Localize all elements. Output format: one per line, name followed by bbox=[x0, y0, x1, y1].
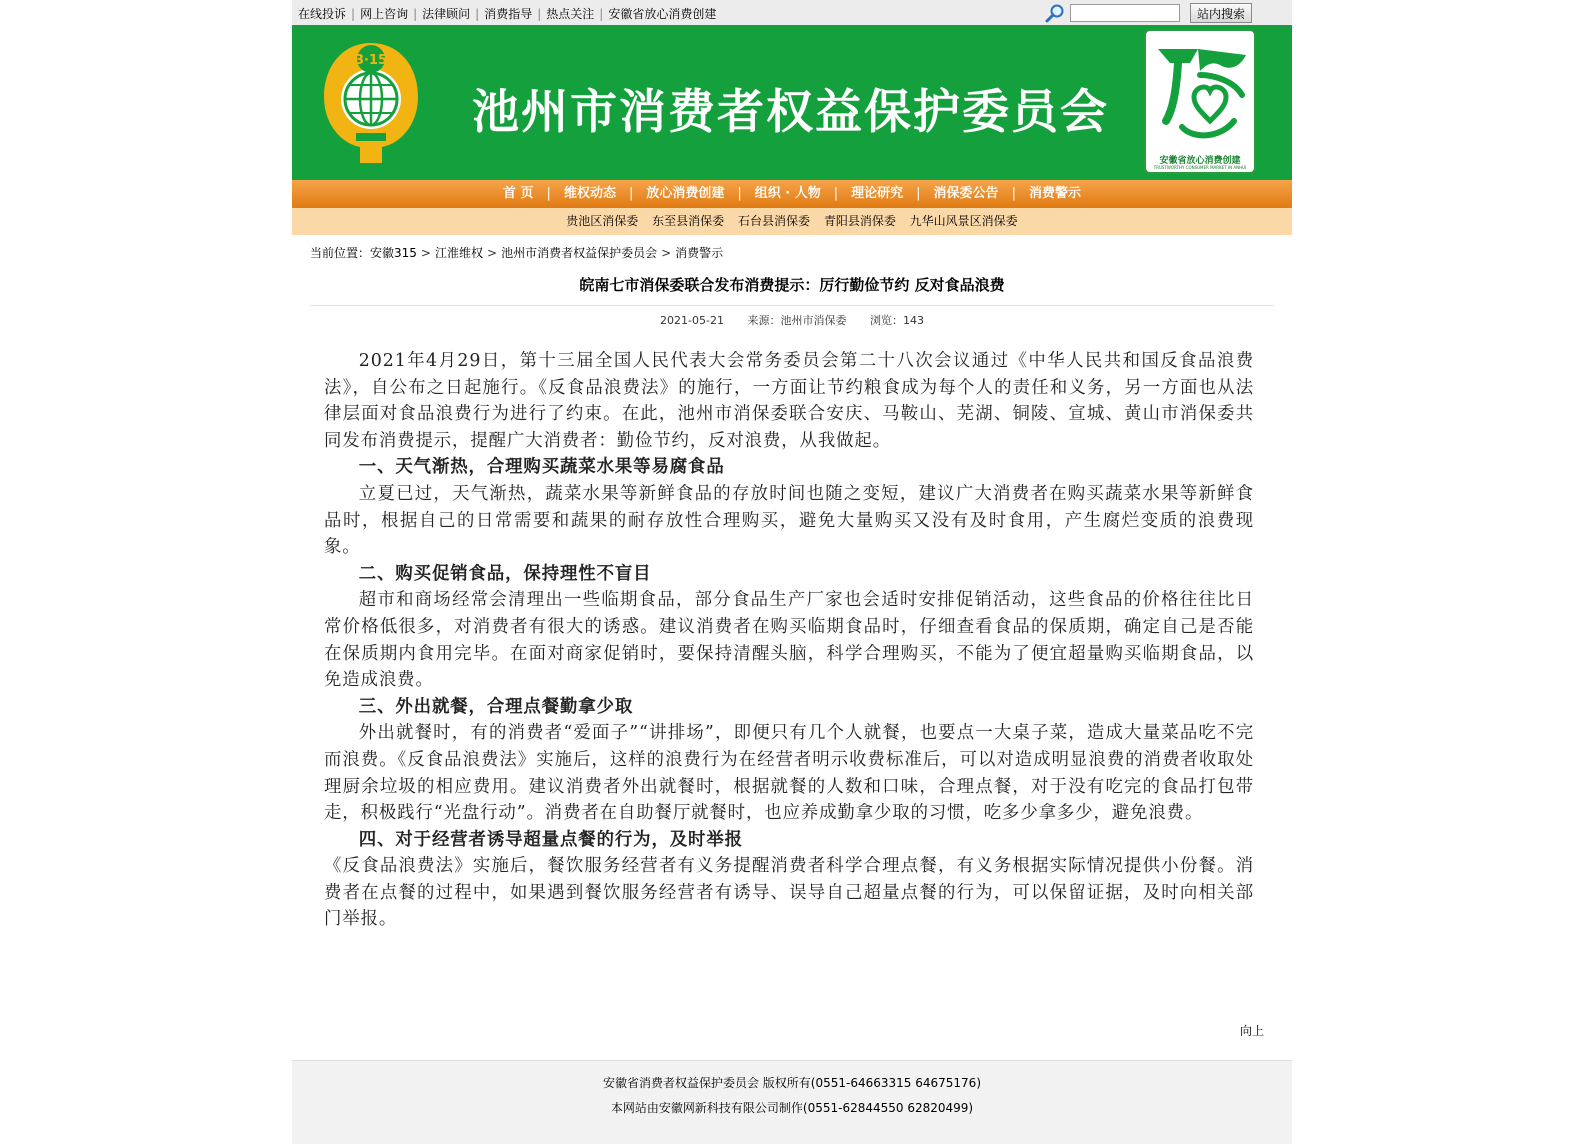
site-title: 池州市消费者权益保护委员会 bbox=[472, 85, 1109, 140]
article-heading: 二、购买促销食品，保持理性不盲目 bbox=[358, 563, 652, 584]
breadcrumb-item[interactable]: 安徽315 bbox=[370, 246, 417, 260]
divider: | bbox=[351, 7, 356, 21]
breadcrumb-item[interactable]: 池州市消费者权益保护委员会 bbox=[501, 246, 658, 260]
sub-nav bbox=[292, 208, 1292, 235]
divider: | bbox=[537, 7, 542, 21]
footer bbox=[292, 1060, 1292, 1144]
divider: | bbox=[628, 186, 634, 201]
breadcrumb bbox=[310, 244, 723, 261]
subnav-item-dongzhi[interactable]: 东至县消保委 bbox=[652, 214, 725, 228]
divider: | bbox=[916, 186, 921, 201]
article-paragraph: 2021年4月29日，第十三届全国人民代表大会常务委员会第二十八次会议通过《中华人民共和国反食品浪费法》，自公布之日起施行。《反食品浪费法》的施行，一方面让节约粮食成为每个人的责任和义务，另一方面也从法律层面对食品浪费行为进行了约束。在此，池州市消保委联合安庆、马鞍山、芜湖、铜陵、宣城、黄山市消保委共同发布消费提示，提醒广大消费者：勤俭节约，反对浪费，从我做起。 bbox=[324, 351, 1254, 451]
breadcrumb-item[interactable]: 消费警示 bbox=[675, 246, 724, 260]
subnav-item-jiuhuashan[interactable]: 九华山风景区消保委 bbox=[909, 214, 1018, 228]
trust-badge-icon bbox=[1150, 35, 1250, 150]
article-views: 浏览：143 bbox=[869, 314, 924, 327]
nav-item-home[interactable]: 首 页 bbox=[503, 186, 534, 201]
article-paragraph: 外出就餐时，有的消费者“爱面子”“讲排场”，即便只有几个人就餐，也要点一大桌子菜，造成大量菜品吃不完而浪费。《反食品浪费法》实施后，这样的浪费行为在经营者明示收费标准后，可以对造成明显浪费的消费者收取处理厨余垃圾的相应费用。建议消费者外出就餐时，根据就餐的人数和口味，合理点餐，对于没有吃完的食品打包带走，积极践行“光盘行动”。消费者在自助餐厅就餐时，也应养成勤拿少取的习惯，吃多少拿多少，避免浪费。 bbox=[324, 723, 1254, 824]
logo-text: 3·15 bbox=[354, 53, 388, 68]
trust-consumption-badge[interactable] bbox=[1144, 29, 1256, 174]
nav-item-trust-consumption[interactable]: 放心消费创建 bbox=[646, 186, 725, 201]
article-title: 皖南七市消保委联合发布消费提示：厉行勤俭节约 反对食品浪费 bbox=[579, 276, 1005, 294]
chevron-right-icon: > bbox=[661, 246, 672, 260]
divider bbox=[310, 305, 1274, 306]
cca-315-logo[interactable] bbox=[320, 37, 422, 165]
top-utility-bar bbox=[292, 0, 1292, 25]
nav-item-organization[interactable]: 组织 · 人物 bbox=[754, 186, 821, 201]
divider: | bbox=[599, 7, 604, 21]
article-heading: 三、外出就餐，合理点餐勤拿少取 bbox=[358, 696, 634, 717]
divider: | bbox=[737, 186, 742, 201]
main-nav bbox=[292, 180, 1292, 208]
badge-sublabel: TRUSTWORTHY CONSUMER MARKET IN ANHUI bbox=[1153, 165, 1247, 170]
divider: | bbox=[1011, 186, 1016, 201]
article-paragraph: 立夏已过，天气渐热，蔬菜水果等新鲜食品的存放时间也随之变短，建议广大消费者在购买蔬菜水果等新鲜食品时，根据自己的日常需要和蔬果的耐存放性合理购买，避免大量购买又没有及时食用，产生腐烂变质的浪费现象。 bbox=[324, 483, 1254, 558]
subnav-item-guichi[interactable]: 贵池区消保委 bbox=[566, 214, 639, 228]
top-link-hot[interactable]: 热点关注 bbox=[546, 7, 595, 21]
divider: | bbox=[413, 7, 418, 21]
top-link-consult[interactable]: 网上咨询 bbox=[360, 7, 409, 21]
subnav-item-shitai[interactable]: 石台县消保委 bbox=[737, 214, 810, 228]
badge-label: 安徽省放心消费创建 bbox=[1159, 156, 1241, 166]
subnav-item-qingyang[interactable]: 青阳县消保委 bbox=[823, 214, 896, 228]
article-date: 2021-05-21 bbox=[660, 314, 724, 327]
top-links bbox=[298, 5, 716, 22]
nav-item-research[interactable]: 理论研究 bbox=[851, 186, 904, 201]
article-meta bbox=[292, 312, 1292, 328]
article-heading: 一、天气渐热，合理购买蔬菜水果等易腐食品 bbox=[358, 457, 725, 478]
nav-item-rights-news[interactable]: 维权动态 bbox=[563, 186, 616, 201]
nav-item-warnings[interactable]: 消费警示 bbox=[1028, 186, 1081, 201]
search-button[interactable]: 站内搜索 bbox=[1190, 3, 1252, 23]
top-link-complaint[interactable]: 在线投诉 bbox=[298, 7, 347, 21]
divider: | bbox=[546, 186, 551, 201]
footer-copyright: 安徽省消费者权益保护委员会 版权所有(0551-64663315 64675176) bbox=[602, 1076, 982, 1090]
back-to-top-link[interactable]: 向上 bbox=[1240, 1024, 1265, 1038]
chevron-right-icon: > bbox=[487, 246, 498, 260]
search-icon bbox=[1044, 3, 1066, 23]
search-input[interactable] bbox=[1070, 4, 1180, 22]
divider: | bbox=[833, 186, 839, 201]
article-source: 来源：池州市消保委 bbox=[747, 314, 847, 327]
article-paragraph: 《反食品浪费法》实施后，餐饮服务经营者有义务提醒消费者科学合理点餐，有义务根据实际情况提供小份餐。消费者在点餐的过程中，如果遇到餐饮服务经营者有诱导、误导自己超量点餐的行为，可以保留证据，及时向相关部门举报。 bbox=[324, 856, 1254, 930]
divider: | bbox=[475, 7, 480, 21]
footer-credit: 本网站由安徽网新科技有限公司制作(0551-62844550 62820499) bbox=[610, 1101, 974, 1115]
article-body bbox=[324, 348, 1254, 933]
top-link-legal[interactable]: 法律顾问 bbox=[422, 7, 471, 21]
page-container bbox=[292, 0, 1292, 1143]
top-link-guide[interactable]: 消费指导 bbox=[484, 7, 533, 21]
article-paragraph: 超市和商场经常会清理出一些临期食品，部分食品生产厂家也会适时安排促销活动，这些食品的价格往往比日常价格低很多，对消费者有很大的诱惑。建议消费者在购买临期食品时，仔细查看食品的保质期，确定自己是否能在保质期内食用完毕。在面对商家促销时，要保持清醒头脑，科学合理购买，不能为了便宜超量购买临期食品，以免造成浪费。 bbox=[324, 590, 1254, 691]
top-link-trust[interactable]: 安徽省放心消费创建 bbox=[608, 7, 717, 21]
chevron-right-icon: > bbox=[420, 246, 431, 260]
article-heading: 四、对于经营者诱导超量点餐的行为，及时举报 bbox=[358, 829, 743, 850]
breadcrumb-item[interactable]: 江淮维权 bbox=[434, 246, 483, 260]
breadcrumb-label: 当前位置： bbox=[310, 246, 371, 260]
nav-item-notices[interactable]: 消保委公告 bbox=[933, 186, 999, 201]
site-banner bbox=[292, 25, 1292, 180]
